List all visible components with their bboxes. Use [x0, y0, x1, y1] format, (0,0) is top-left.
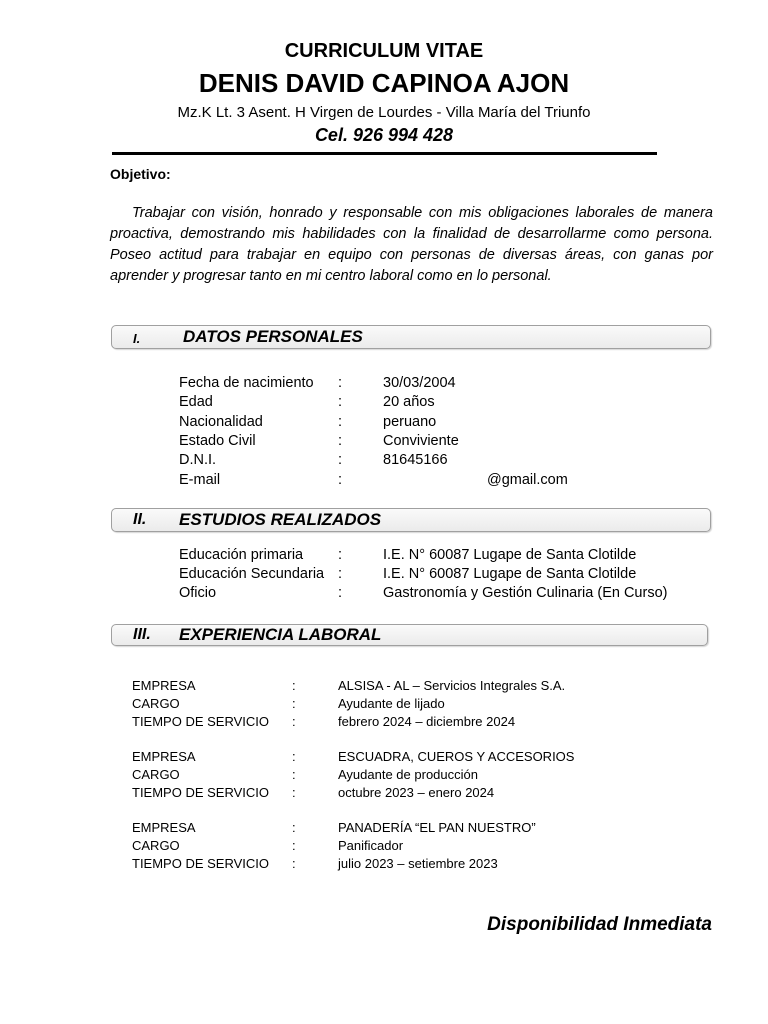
candidate-address: Mz.K Lt. 3 Asent. H Virgen de Lourdes - Villa María del Triunfo [177, 104, 591, 121]
info-value: Conviviente [383, 433, 459, 449]
document-title: CURRICULUM VITAE [284, 40, 484, 62]
info-colon: : [338, 452, 343, 468]
objective-label: Objetivo: [110, 166, 171, 182]
exp-label: TIEMPO DE SERVICIO [132, 856, 270, 871]
exp-value: Ayudante de lijado [338, 696, 445, 711]
info-value: 81645166 [383, 452, 448, 468]
exp-colon: : [292, 696, 296, 711]
info-label: E-mail [179, 472, 221, 488]
info-colon: : [338, 472, 343, 488]
info-label: Nacionalidad [179, 414, 263, 430]
exp-colon: : [292, 678, 296, 693]
section-number: I. [133, 331, 141, 346]
exp-label: CARGO [132, 838, 180, 853]
exp-label: EMPRESA [132, 820, 196, 835]
exp-value: ALSISA - AL – Servicios Integrales S.A. [338, 678, 566, 693]
exp-colon: : [292, 856, 296, 871]
info-label: Estado Civil [179, 433, 256, 449]
exp-colon: : [292, 838, 296, 853]
exp-value: Panificador [338, 838, 404, 853]
info-value: I.E. N° 60087 Lugape de Santa Clotilde [383, 566, 637, 582]
exp-colon: : [292, 785, 296, 800]
info-label: Educación Secundaria [179, 566, 325, 582]
info-value: 20 años [383, 394, 435, 410]
availability-note: Disponibilidad Inmediata [487, 914, 712, 935]
info-colon: : [338, 566, 343, 582]
exp-value: ESCUADRA, CUEROS Y ACCESORIOS [338, 749, 575, 764]
exp-value: Ayudante de producción [338, 767, 478, 782]
section-header-studies [111, 508, 711, 532]
section-number: II. [133, 511, 147, 528]
info-value: 30/03/2004 [383, 375, 456, 391]
section-title: EXPERIENCIA LABORAL [179, 625, 382, 644]
objective-text: Trabajar con visión, honrado y responsable con mis obligaciones laborales de manera proactiva, demostrando mis habilidades con la finalidad de desarrollarme como persona. Poseo actitud para trabajar en equipo con personas de diversas áreas, con ganas por aprender y progresar tanto en mi centro laboral como en lo personal. [110, 205, 713, 284]
info-colon: : [338, 375, 343, 391]
email-value: @gmail.com [487, 472, 568, 488]
exp-label: TIEMPO DE SERVICIO [132, 785, 270, 800]
info-colon: : [338, 414, 343, 430]
info-value: peruano [383, 414, 437, 430]
section-header-experience [111, 624, 708, 646]
info-colon: : [338, 394, 343, 410]
exp-colon: : [292, 767, 296, 782]
section-header-personal [111, 325, 711, 349]
info-label: Educación primaria [179, 547, 304, 563]
exp-colon: : [292, 749, 296, 764]
candidate-phone: Cel. 926 994 428 [314, 125, 454, 145]
exp-label: CARGO [132, 696, 180, 711]
exp-label: TIEMPO DE SERVICIO [132, 714, 270, 729]
section-number: III. [133, 626, 151, 643]
info-label: Edad [179, 394, 213, 410]
exp-value: octubre 2023 – enero 2024 [338, 785, 495, 800]
info-value: I.E. N° 60087 Lugape de Santa Clotilde [383, 547, 637, 563]
info-label: Oficio [179, 585, 217, 601]
exp-colon: : [292, 820, 296, 835]
exp-label: EMPRESA [132, 678, 196, 693]
info-colon: : [338, 547, 343, 563]
info-label: D.N.I. [179, 452, 217, 468]
exp-value: julio 2023 – setiembre 2023 [338, 856, 498, 871]
info-value: Gastronomía y Gestión Culinaria (En Curso) [383, 585, 668, 601]
exp-label: CARGO [132, 767, 180, 782]
exp-value: febrero 2024 – diciembre 2024 [338, 714, 516, 729]
info-label: Fecha de nacimiento [179, 375, 314, 391]
exp-label: EMPRESA [132, 749, 196, 764]
candidate-name: DENIS DAVID CAPINOA AJON [198, 68, 570, 98]
exp-value: PANADERÍA “EL PAN NUESTRO” [338, 820, 536, 835]
exp-colon: : [292, 714, 296, 729]
section-title: ESTUDIOS REALIZADOS [179, 510, 382, 529]
header-divider [112, 152, 657, 155]
section-title: DATOS PERSONALES [183, 327, 363, 346]
info-colon: : [338, 433, 343, 449]
info-colon: : [338, 585, 343, 601]
